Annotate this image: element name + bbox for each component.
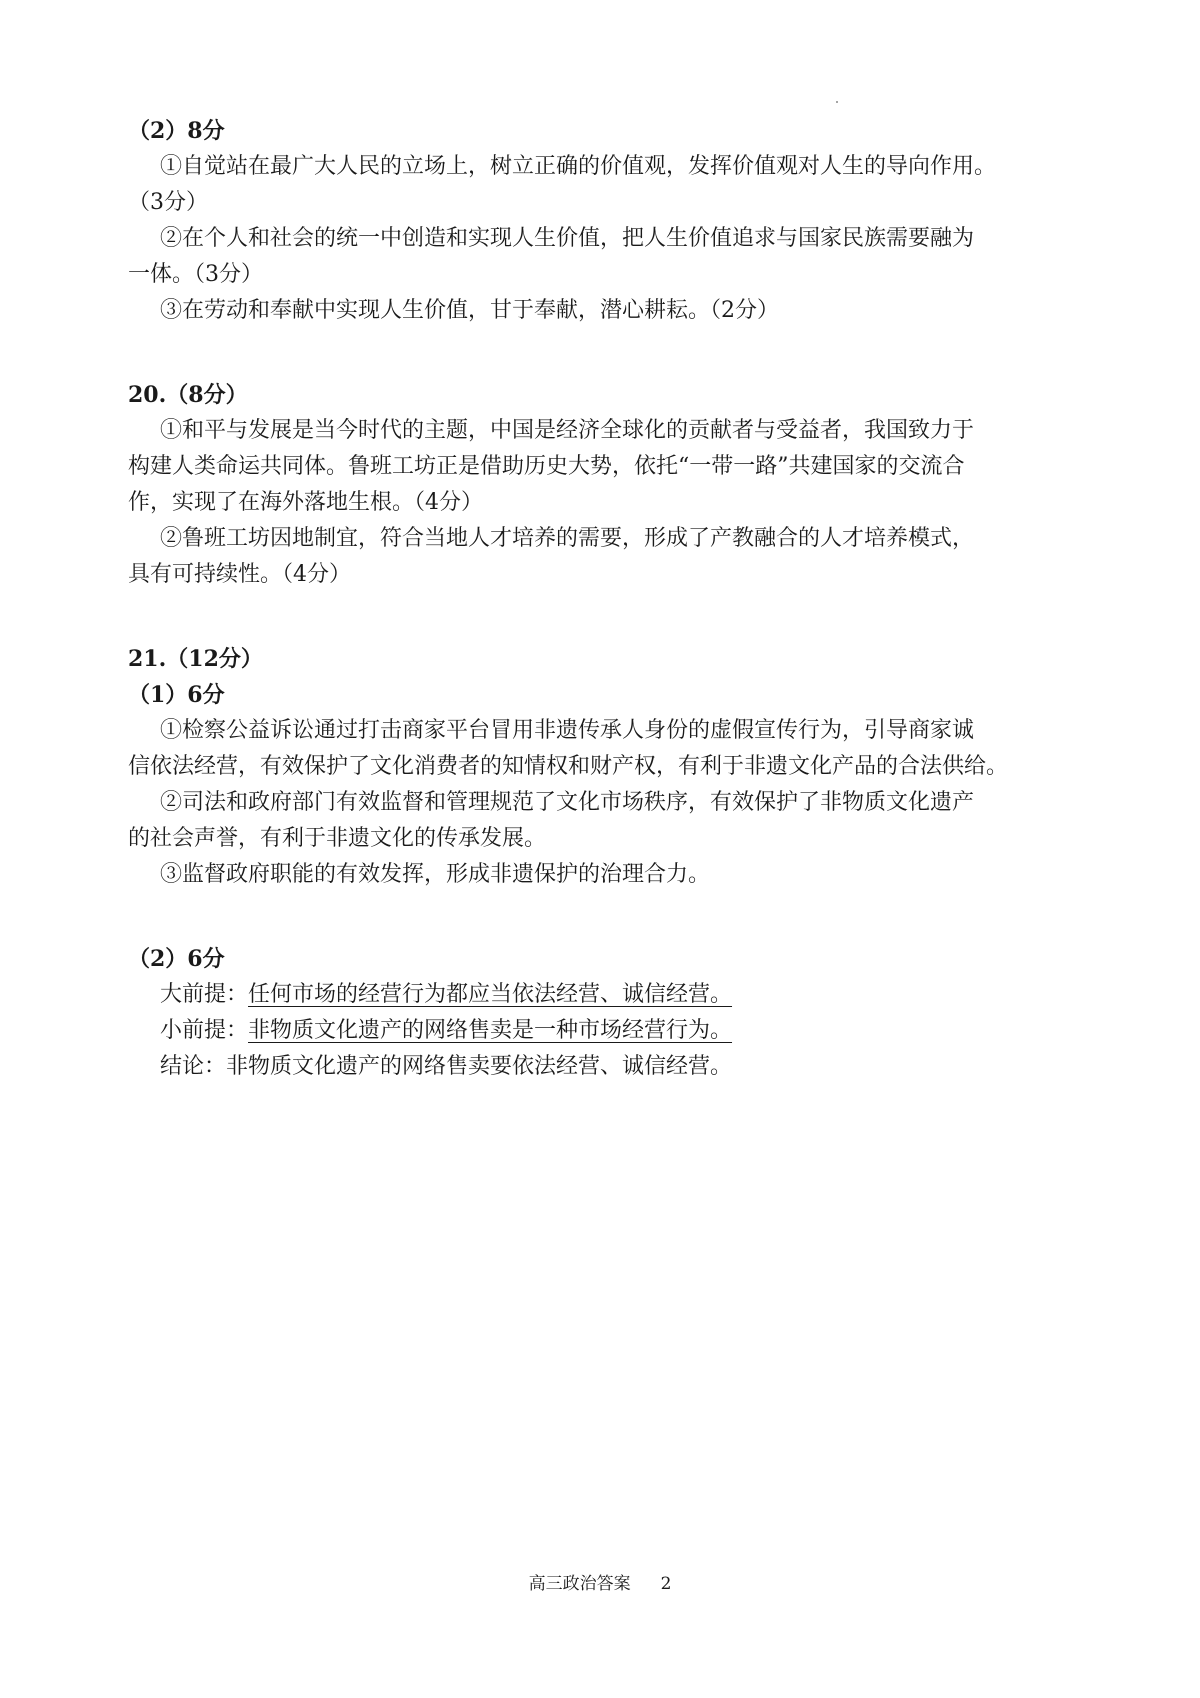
q19-part2-point2-cont: 一体。（3分） [128,262,263,287]
major-premise-label: 大前提： [160,982,249,1007]
minor-premise [160,1012,1088,1050]
q20-heading: 20.（8分） [128,382,248,408]
q19-part2-heading: （2）8分 [128,118,225,144]
conclusion-label: 结论： [160,1054,227,1079]
minor-premise-text: 非物质文化遗产的网络售卖是一种市场经营行为。 [248,1018,733,1043]
q19-part2-point2: ②在个人和社会的统一中创造和实现人生价值，把人生价值追求与国家民族需要融为 [160,226,975,251]
page-footer [0,1572,1200,1596]
q21-part1-point1: ①检察公益诉讼通过打击商家平台冒用非遗传承人身份的虚假宣传行为，引导商家诚 [160,718,975,743]
q20-point2: ②鲁班工坊因地制宜，符合当地人才培养的需要，形成了产教融合的人才培养模式， [160,526,975,551]
q21-heading: 21.（12分） [128,646,263,672]
q19-part2-point1: ①自觉站在最广大人民的立场上，树立正确的价值观，发挥价值观对人生的导向作用。 [160,154,997,179]
q21-part1-point2: ②司法和政府部门有效监督和管理规范了文化市场秩序，有效保护了非物质文化遗产 [160,790,975,815]
minor-premise-label: 小前提： [160,1018,249,1043]
q20-point1: ①和平与发展是当今时代的主题，中国是经济全球化的贡献者与受益者，我国致力于 [160,418,975,443]
major-premise [160,976,1088,1014]
q21-part2-heading: （2）6分 [128,946,225,972]
q21-part1-heading: （1）6分 [128,682,225,708]
q20-point1-cont1: 构建人类命运共同体。鲁班工坊正是借助历史大势，依托“一带一路”共建国家的交流合 [128,454,965,479]
q20-point1-cont2: 作，实现了在海外落地生根。（4分） [128,490,483,515]
q21-part1-point2-cont: 的社会声誉，有利于非遗文化的传承发展。 [128,826,547,851]
q20-point2-cont: 具有可持续性。（4分） [128,562,351,587]
major-premise-text: 任何市场的经营行为都应当依法经营、诚信经营。 [248,982,733,1007]
footer-title: 高三政治答案 [528,1574,631,1594]
q21-part1-point3: ③监督政府职能的有效发挥，形成非遗保护的治理合力。 [160,862,711,887]
conclusion [160,1048,1088,1086]
conclusion-text: 非物质文化遗产的网络售卖要依法经营、诚信经营。 [226,1054,733,1079]
q19-part2-point1-cont: （3分） [128,190,208,215]
scan-speck [836,101,838,103]
q21-part1-point1-cont: 信依法经营，有效保护了文化消费者的知情权和财产权，有利于非遗文化产品的合法供给。 [128,754,1009,779]
q19-part2-point3: ③在劳动和奉献中实现人生价值，甘于奉献，潜心耕耘。（2分） [160,298,779,323]
page-number: 2 [660,1574,672,1594]
